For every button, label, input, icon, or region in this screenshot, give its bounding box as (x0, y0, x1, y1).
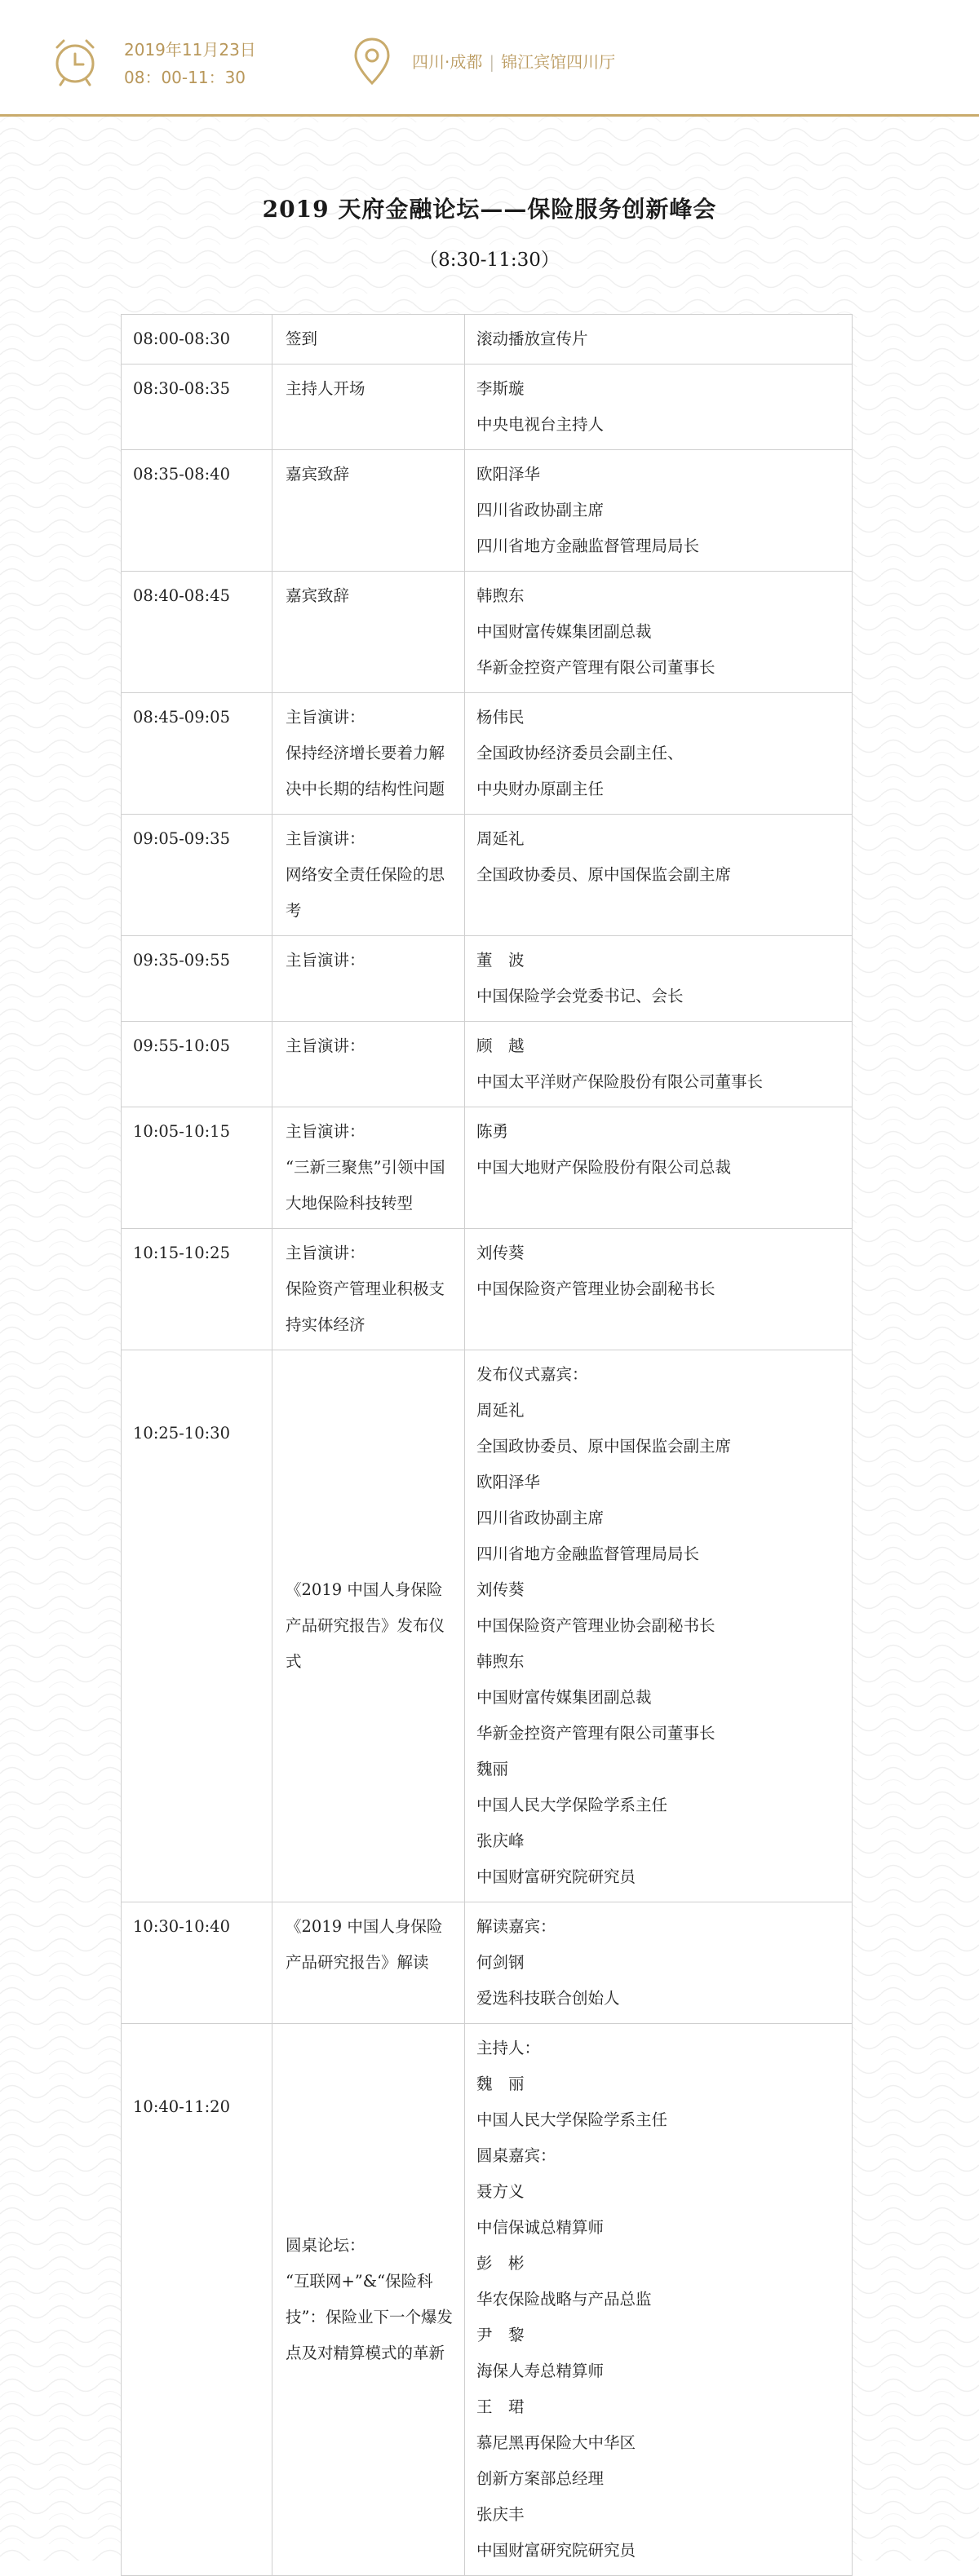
agenda-speaker-line: 尹 黎 (476, 2326, 525, 2344)
agenda-time: 08:00-08:30 (122, 315, 272, 365)
agenda-speaker-line: 魏丽 (476, 1760, 509, 1778)
event-time: 08：00-11：30 (124, 68, 246, 87)
agenda-table-body (122, 315, 853, 2576)
agenda-speaker (465, 1107, 853, 1229)
location-pin-icon (352, 36, 392, 88)
agenda-speaker-line: 中国大地财产保险股份有限公司总裁 (476, 1158, 732, 1177)
agenda-topic (272, 1350, 465, 1902)
agenda-time: 08:40-08:45 (122, 572, 272, 693)
agenda-speaker-line: 中国财富传媒集团副总裁 (476, 622, 652, 641)
agenda-topic-line: 签到 (286, 329, 318, 348)
agenda-topic-line: 《2019 中国人身保险产品研究报告》解读 (286, 1917, 443, 1972)
agenda-topic-line: 主旨演讲： (286, 1244, 365, 1262)
page-title: 2019 天府金融论坛——保险服务创新峰会 (262, 196, 717, 223)
agenda-row (122, 2024, 853, 2576)
agenda-speaker-line: 发布仪式嘉宾： (476, 1365, 588, 1384)
agenda-topic (272, 1229, 465, 1350)
agenda-speaker-line: 爱选科技联合创始人 (476, 1989, 620, 2008)
agenda-row (122, 1229, 853, 1350)
agenda-row (122, 1902, 853, 2024)
agenda-speaker-line: 四川省政协副主席 (476, 1509, 605, 1527)
agenda-speaker-line: 中国财富研究院研究员 (476, 2541, 636, 2560)
agenda-topic-line: “三新三聚焦”引领中国大地保险科技转型 (286, 1158, 445, 1213)
agenda-speaker-line: 全国政协经济委员会副主任、 (476, 744, 684, 762)
agenda-speaker-line: 中国财富研究院研究员 (476, 1867, 636, 1886)
agenda-row (122, 1022, 853, 1107)
agenda-row (122, 815, 853, 936)
agenda-topic (272, 1107, 465, 1229)
agenda-speaker-line: 华农保险战略与产品总监 (476, 2290, 652, 2309)
agenda-speaker-line: 张庆峰 (476, 1831, 525, 1850)
agenda-speaker-line: 海保人寿总精算师 (476, 2362, 605, 2380)
agenda-speaker-line: 李斯璇 (476, 379, 525, 398)
agenda-speaker-line: 韩煦东 (476, 586, 525, 605)
agenda-row (122, 450, 853, 572)
agenda-time: 09:05-09:35 (122, 815, 272, 936)
agenda-time: 09:55-10:05 (122, 1022, 272, 1107)
agenda-time: 10:40-11:20 (122, 2024, 272, 2576)
agenda-topic-line: 《2019 中国人身保险产品研究报告》发布仪式 (286, 1580, 445, 1671)
agenda-topic-line: 保持经济增长要着力解决中长期的结构性问题 (286, 744, 445, 798)
agenda-speaker-line: 圆桌嘉宾： (476, 2146, 556, 2165)
agenda-speaker-line: 刘传葵 (476, 1580, 525, 1599)
agenda-speaker-line: 顾 越 (476, 1036, 525, 1055)
agenda-topic-line: 保险资产管理业积极支持实体经济 (286, 1279, 445, 1334)
agenda-speaker (465, 2024, 853, 2576)
agenda-speaker-line: 四川省地方金融监督管理局局长 (476, 537, 700, 555)
agenda-topic-line: 主旨演讲： (286, 829, 365, 848)
agenda-speaker-line: 中国太平洋财产保险股份有限公司董事长 (476, 1072, 764, 1091)
agenda-speaker (465, 572, 853, 693)
agenda-speaker (465, 693, 853, 815)
agenda-time: 10:15-10:25 (122, 1229, 272, 1350)
agenda-row (122, 1107, 853, 1229)
agenda-speaker-line: 主持人： (476, 2039, 541, 2057)
agenda-speaker (465, 815, 853, 936)
agenda-row (122, 315, 853, 365)
clock-icon (49, 34, 101, 86)
agenda-time: 08:35-08:40 (122, 450, 272, 572)
agenda-speaker-line: 董 波 (476, 951, 525, 970)
agenda-speaker (465, 1229, 853, 1350)
agenda-topic (272, 693, 465, 815)
agenda-topic-line: 嘉宾致辞 (286, 465, 350, 484)
agenda-topic (272, 815, 465, 936)
agenda-topic-line: “互联网+”&“保险科技”：保险业下一个爆发点及对精算模式的革新 (286, 2272, 453, 2362)
agenda-topic (272, 365, 465, 450)
agenda-speaker (465, 315, 853, 365)
agenda-topic (272, 1022, 465, 1107)
agenda-time: 08:45-09:05 (122, 693, 272, 815)
agenda-speaker-line: 全国政协委员、原中国保监会副主席 (476, 865, 732, 884)
agenda-speaker (465, 936, 853, 1022)
agenda-time: 10:05-10:15 (122, 1107, 272, 1229)
agenda-speaker (465, 1350, 853, 1902)
agenda-speaker-line: 四川省地方金融监督管理局局长 (476, 1544, 700, 1563)
venue-city: 四川·成都 (412, 52, 483, 72)
agenda-speaker-line: 华新金控资产管理有限公司董事长 (476, 658, 715, 677)
agenda-speaker-line: 四川省政协副主席 (476, 501, 605, 519)
agenda-speaker-line: 中国人民大学保险学系主任 (476, 1796, 668, 1814)
agenda-speaker-line: 周延礼 (476, 1401, 525, 1420)
agenda-topic-line: 主旨演讲： (286, 708, 365, 727)
event-date: 2019年11月23日 (124, 40, 256, 60)
agenda-speaker-line: 创新方案部总经理 (476, 2469, 605, 2488)
agenda-speaker-line: 解读嘉宾： (476, 1917, 556, 1936)
agenda-speaker-line: 中央电视台主持人 (476, 415, 605, 434)
agenda-speaker-line: 张庆丰 (476, 2505, 525, 2524)
agenda-topic-line: 主旨演讲： (286, 951, 365, 970)
agenda-speaker-line: 滚动播放宣传片 (476, 329, 588, 348)
agenda-topic-line: 圆桌论坛： (286, 2236, 365, 2255)
agenda-speaker-line: 王 珺 (476, 2397, 525, 2416)
agenda-time: 09:35-09:55 (122, 936, 272, 1022)
agenda-time: 08:30-08:35 (122, 365, 272, 450)
agenda-topic (272, 450, 465, 572)
agenda-speaker-line: 中国保险资产管理业协会副秘书长 (476, 1616, 715, 1635)
page-subtitle: （8:30-11:30） (419, 250, 560, 271)
agenda-speaker-line: 中国保险学会党委书记、会长 (476, 987, 684, 1005)
agenda-speaker-line: 陈勇 (476, 1122, 509, 1141)
agenda-speaker-line: 韩煦东 (476, 1652, 525, 1671)
event-header (0, 0, 979, 117)
agenda-speaker-line: 中央财办原副主任 (476, 780, 605, 798)
agenda-topic-line: 嘉宾致辞 (286, 586, 350, 605)
agenda-topic (272, 572, 465, 693)
agenda-speaker-line: 慕尼黑再保险大中华区 (476, 2433, 636, 2452)
venue-hall: 锦江宾馆四川厅 (501, 52, 616, 72)
agenda-row (122, 1350, 853, 1902)
agenda-row (122, 693, 853, 815)
agenda-speaker-line: 周延礼 (476, 829, 525, 848)
agenda-speaker-line: 何剑钢 (476, 1953, 525, 1972)
agenda-topic (272, 2024, 465, 2576)
agenda-table (121, 314, 853, 2576)
agenda-speaker-line: 彭 彬 (476, 2254, 525, 2273)
event-date-time (124, 36, 256, 91)
agenda-topic (272, 1902, 465, 2024)
agenda-speaker (465, 1902, 853, 2024)
agenda-speaker-line: 聂方义 (476, 2182, 525, 2201)
agenda-topic-line: 网络安全责任保险的思考 (286, 865, 445, 920)
agenda-speaker-line: 中信保诚总精算师 (476, 2218, 605, 2237)
agenda-speaker-line: 欧阳泽华 (476, 465, 541, 484)
agenda-speaker-line: 华新金控资产管理有限公司董事长 (476, 1724, 715, 1743)
agenda-row (122, 572, 853, 693)
agenda-topic-line: 主旨演讲： (286, 1036, 365, 1055)
agenda-row (122, 365, 853, 450)
agenda-speaker-line: 中国保险资产管理业协会副秘书长 (476, 1279, 715, 1298)
agenda-topic (272, 936, 465, 1022)
agenda-speaker (465, 365, 853, 450)
agenda-speaker (465, 1022, 853, 1107)
agenda-row (122, 936, 853, 1022)
agenda-topic-line: 主旨演讲： (286, 1122, 365, 1141)
agenda-speaker-line: 中国财富传媒集团副总裁 (476, 1688, 652, 1707)
agenda-speaker-line: 欧阳泽华 (476, 1473, 541, 1491)
agenda-speaker-line: 全国政协委员、原中国保监会副主席 (476, 1437, 732, 1456)
agenda-time: 10:25-10:30 (122, 1350, 272, 1902)
agenda-speaker (465, 450, 853, 572)
agenda-speaker-line: 刘传葵 (476, 1244, 525, 1262)
agenda-topic-line: 主持人开场 (286, 379, 365, 398)
agenda-speaker-line: 杨伟民 (476, 708, 525, 727)
agenda-topic (272, 315, 465, 365)
event-venue: 四川·成都 | 锦江宾馆四川厅 (412, 52, 616, 72)
agenda-speaker-line: 魏 丽 (476, 2074, 525, 2093)
agenda-speaker-line: 中国人民大学保险学系主任 (476, 2110, 668, 2129)
agenda-time: 10:30-10:40 (122, 1902, 272, 2024)
